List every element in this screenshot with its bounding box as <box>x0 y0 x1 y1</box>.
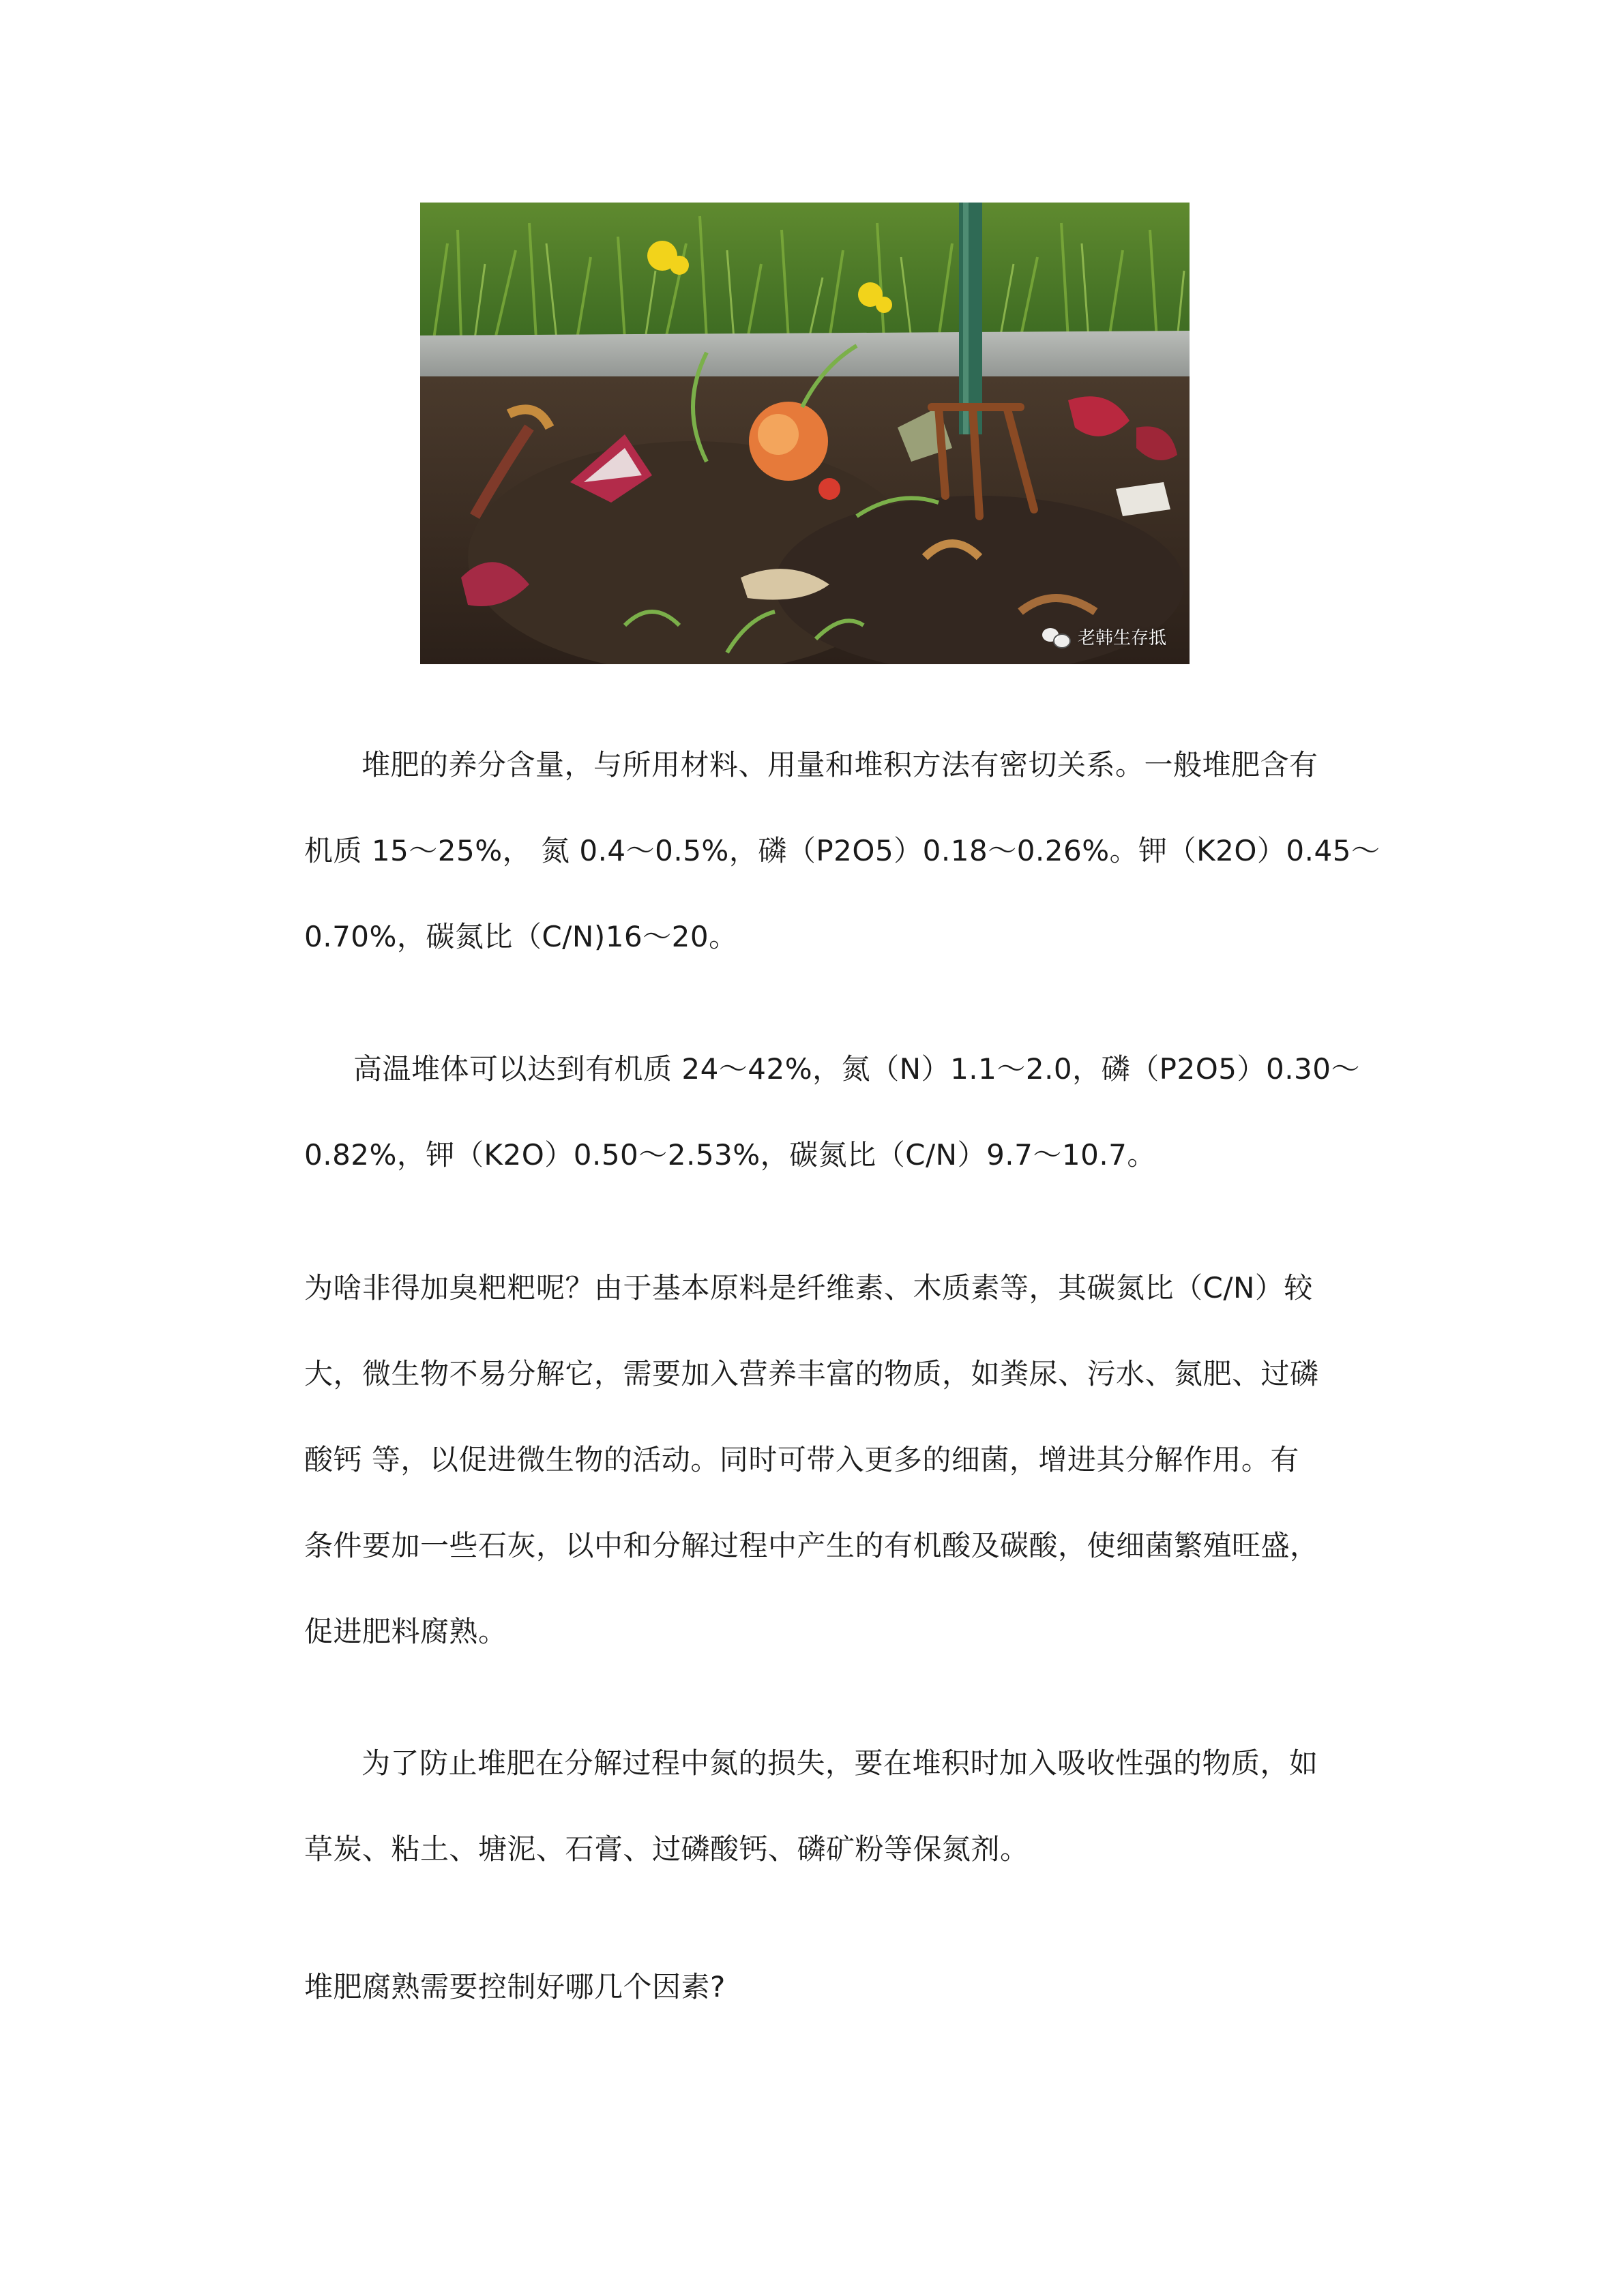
paragraph-line: 机质 15～25%， 氮 0.4～0.5%，磷（P2O5）0.18～0.26%。钾（K2O）0.45～ <box>304 834 1381 867</box>
paragraph-line: 条件要加一些石灰，以中和分解过程中产生的有机酸及碳酸，使细菌繁殖旺盛， <box>304 1529 1319 1562</box>
paragraph-line: 0.82%，钾（K2O）0.50～2.53%，碳氮比（C/N）9.7～10.7。 <box>304 1138 1156 1172</box>
paragraph-line: 为了防止堆肥在分解过程中氮的损失，要在堆积时加入吸收性强的物质，如 <box>361 1746 1318 1780</box>
compost-photo <box>420 203 1190 664</box>
paragraph-line: 堆肥的养分含量，与所用材料、用量和堆积方法有密切关系。一般堆肥含有 <box>361 748 1318 781</box>
paragraph-line: 堆肥腐熟需要控制好哪几个因素? <box>304 1970 726 2003</box>
paragraph-line: 为啥非得加臭粑粑呢？由于基本原料是纤维素、木质素等，其碳氮比（C/N）较 <box>304 1271 1313 1304</box>
compost-photo-drawing <box>420 203 1190 664</box>
paragraph-line: 酸钙 等，以促进微生物的活动。同时可带入更多的细菌，增进其分解作用。有 <box>304 1443 1299 1476</box>
paragraph-line: 0.70%，碳氮比（C/N)16～20。 <box>304 920 738 953</box>
watermark <box>1042 624 1166 649</box>
section-question <box>304 1944 1314 2030</box>
paragraph-high-temperature <box>304 1026 1360 1198</box>
paragraph-why-add-manure <box>304 1245 1319 1675</box>
paragraph-line: 高温堆体可以达到有机质 24～42%，氮（N）1.1～2.0，磷（P2O5）0.30～ <box>353 1052 1360 1086</box>
paragraph-line: 促进肥料腐熟。 <box>304 1615 507 1648</box>
watermark-text: 老韩生存抵 <box>1077 628 1166 648</box>
paragraph-line: 大，微生物不易分解它，需要加入营养丰富的物质，如粪尿、污水、氮肥、过磷 <box>304 1357 1319 1390</box>
paragraph-nutrient-content <box>304 722 1381 980</box>
paragraph-line: 草炭、粘土、塘泥、石膏、过磷酸钙、磷矿粉等保氮剂。 <box>304 1832 1029 1866</box>
wechat-icon <box>1042 627 1069 647</box>
paragraph-nitrogen-loss <box>304 1720 1318 1892</box>
